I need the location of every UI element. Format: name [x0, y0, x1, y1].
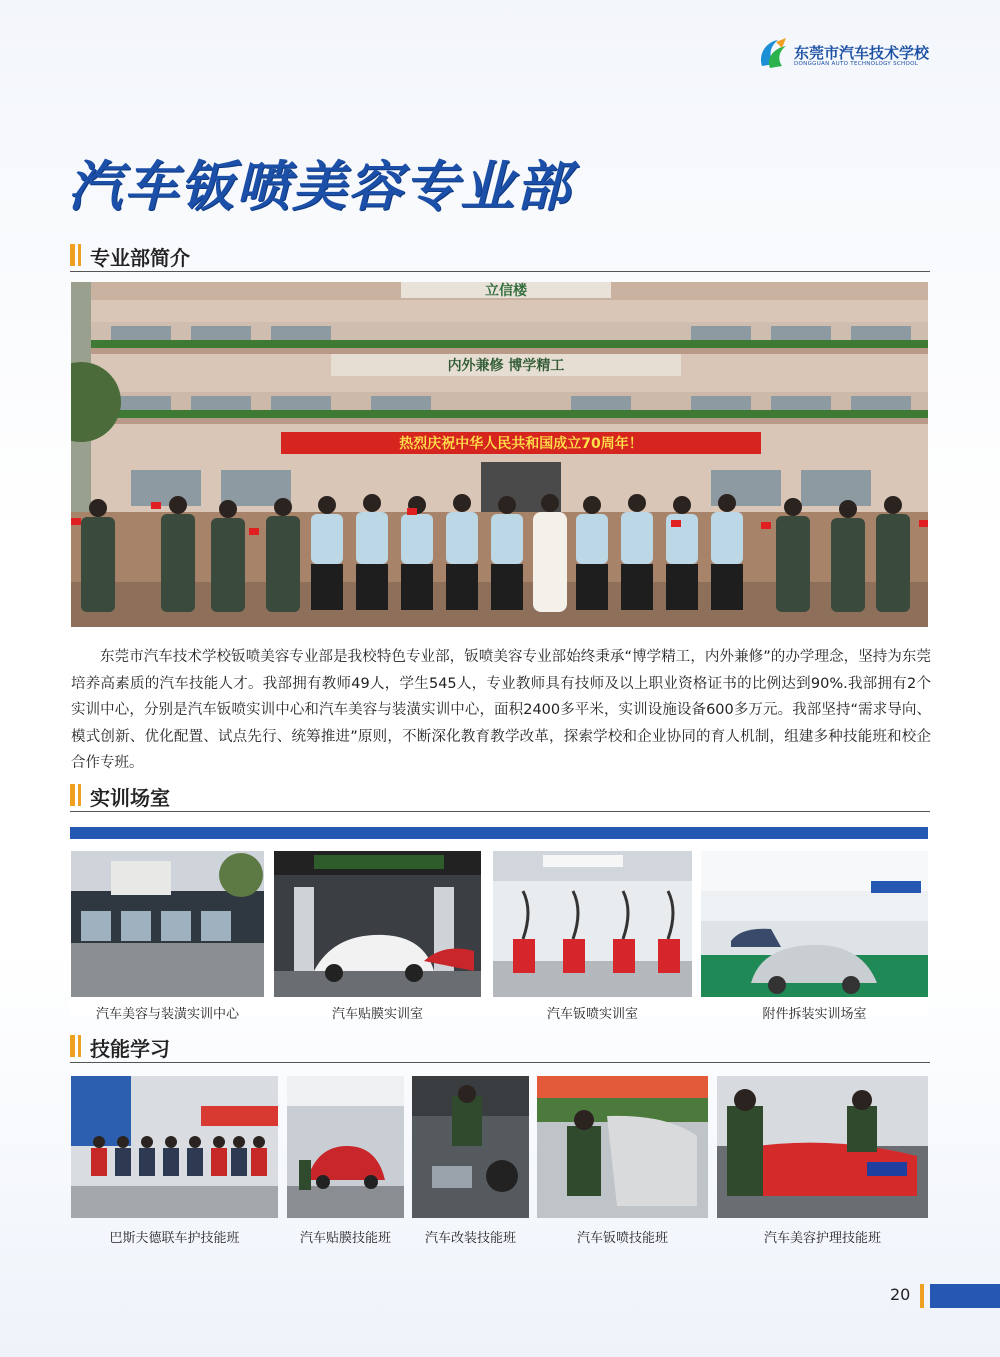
training-room-card	[701, 851, 928, 1022]
training-room-caption: 汽车美容与装潢实训中心	[95, 1007, 239, 1022]
section-accent-bar	[78, 784, 81, 806]
section-accent-bar	[70, 784, 75, 806]
page-number: 20	[890, 1285, 911, 1304]
section-heading-skills	[70, 1029, 930, 1063]
page-title: 汽车钣喷美容专业部	[68, 155, 572, 218]
section-title-skills: 技能学习	[90, 1037, 170, 1061]
section-accent-bar	[78, 1035, 81, 1057]
skill-class-photo	[717, 1076, 928, 1218]
skill-class-photo	[287, 1076, 404, 1218]
section-accent-bar	[70, 244, 75, 266]
motto-sign: 内外兼修 博学精工	[447, 358, 565, 374]
training-room-card	[274, 851, 481, 1022]
building-sign: 立信楼	[485, 283, 527, 299]
training-room-photo	[71, 851, 264, 997]
page-number-accent	[920, 1284, 924, 1308]
section-heading-intro	[70, 238, 930, 272]
training-room-caption: 汽车钣喷实训室	[546, 1007, 638, 1022]
skill-class-caption: 汽车贴膜技能班	[299, 1231, 391, 1246]
school-logo-icon	[756, 36, 792, 72]
training-room-photo	[274, 851, 481, 997]
section-accent-bar	[78, 244, 81, 266]
training-room-photo	[701, 851, 928, 997]
group-photo	[71, 282, 928, 627]
training-room-caption: 汽车贴膜实训室	[331, 1007, 423, 1022]
skill-class-caption: 汽车美容护理技能班	[763, 1231, 881, 1246]
logo-chinese-name: 东莞市汽车技术学校	[794, 44, 930, 62]
school-logo	[756, 34, 936, 74]
training-room-card	[493, 851, 692, 1022]
skill-class-photo	[71, 1076, 278, 1218]
training-rooms-strip	[70, 827, 928, 1022]
skill-class-caption: 汽车钣喷技能班	[576, 1231, 668, 1246]
skill-class-photo	[412, 1076, 529, 1218]
training-room-caption: 附件拆装实训场室	[762, 1007, 867, 1022]
section-accent-bar	[70, 1035, 75, 1057]
intro-paragraph: 东莞市汽车技术学校钣喷美容专业部是我校特色专业部，钣喷美容专业部始终秉承“博学精工，内外兼修”的办学理念，坚持为东莞培养高素质的汽车技能人才。我部拥有教师49人，学生545人，专业教师具有技师及以上职业资格证书的比例达到90%.我部拥有2个实训中心，分别是汽车钣喷实训中心和汽车美容与装潢实训中心，面积2400多平米，实训设施设备600多万元。我部坚持“需求导向、模式创新、优化配置、试点先行、统筹推进”原则，不断深化教育教学改革，探索学校和企业协同的育人机制，组建多种技能班和校企合作专班。	[71, 649, 931, 771]
section-title-training: 实训场室	[90, 786, 170, 810]
training-room-card	[71, 851, 264, 1022]
section-title-intro: 专业部简介	[90, 246, 190, 270]
training-room-photo	[493, 851, 692, 997]
celebration-banner: 热烈庆祝中华人民共和国成立70周年！	[399, 436, 643, 452]
skill-class-caption: 巴斯夫德联车护技能班	[109, 1231, 240, 1246]
section-heading-training	[70, 778, 930, 812]
skill-class-caption: 汽车改装技能班	[424, 1231, 516, 1246]
group-photo-illustration	[71, 282, 928, 627]
page-number-band	[930, 1284, 1000, 1308]
skill-class-photo	[537, 1076, 708, 1218]
logo-english-name: DONGGUAN AUTO TECHNOLOGY SCHOOL	[794, 61, 919, 67]
